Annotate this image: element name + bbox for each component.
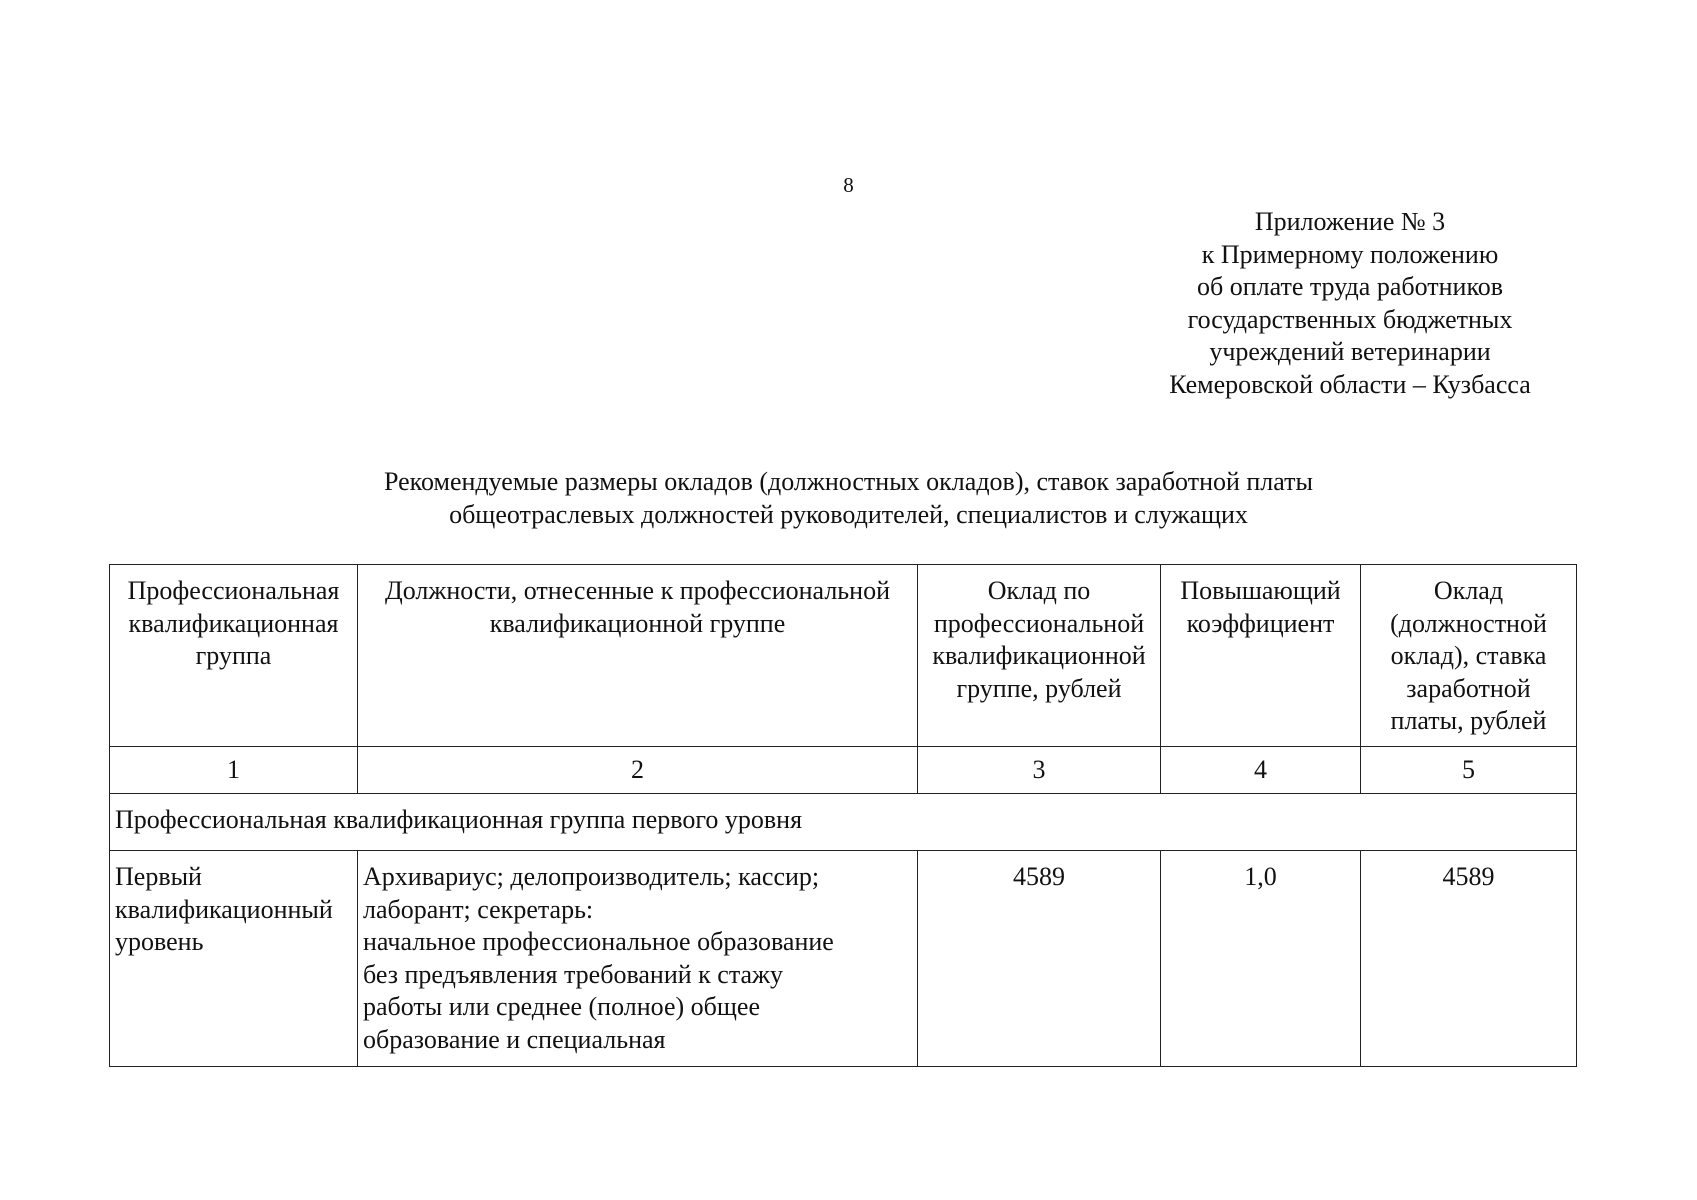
column-number: 2 xyxy=(358,747,918,794)
header-total-salary: Оклад (должностной оклад), ставка заработной платы, рублей xyxy=(1361,565,1577,747)
header-positions: Должности, отнесенные к профессиональной квалификационной группе xyxy=(358,565,918,747)
appendix-line: Кемеровской области – Кузбасса xyxy=(1169,369,1531,399)
header-qualification-group: Профессиональная квалификационная группа xyxy=(110,565,358,747)
column-number: 5 xyxy=(1361,747,1577,794)
qualification-level-cell: Первый квалификационный уровень xyxy=(110,851,358,1067)
positions-cell: Архивариус; делопроизводитель; кассир; лаборант; секретарь: начальное профессиональное образование без предъявления требований к стажу работы или среднее (полное) общее образование и специальная xyxy=(358,851,918,1067)
table-header-row xyxy=(110,565,1577,747)
table-row xyxy=(110,851,1577,1067)
column-number: 1 xyxy=(110,747,358,794)
appendix-line: Приложение № 3 xyxy=(1254,207,1446,236)
appendix-line: об оплате труда работников xyxy=(1196,272,1504,302)
title-line: общеотраслевых должностей руководителей, специалистов и служащих xyxy=(449,499,1248,529)
title-line: Рекомендуемые размеры окладов (должностных окладов), ставок заработной платы xyxy=(384,467,1313,496)
column-number-row xyxy=(110,747,1577,794)
header-salary: Оклад по профессиональной квалификационной группе, рублей xyxy=(918,565,1161,747)
appendix-line: государственных бюджетных xyxy=(1187,304,1513,334)
salary-cell: 4589 xyxy=(918,851,1161,1067)
column-number: 4 xyxy=(1161,747,1361,794)
column-number: 3 xyxy=(918,747,1161,794)
page-number: 8 xyxy=(843,173,854,197)
group-title: Профессиональная квалификационная группа первого уровня xyxy=(110,794,1577,851)
document-title xyxy=(0,466,1697,531)
appendix-line: к Примерному положению xyxy=(1201,239,1499,269)
header-coefficient: Повышающий коэффициент xyxy=(1161,565,1361,747)
salary-table xyxy=(109,564,1577,1067)
coefficient-cell: 1,0 xyxy=(1161,851,1361,1067)
group-title-row xyxy=(110,794,1577,851)
appendix-block xyxy=(1100,206,1600,402)
total-salary-cell: 4589 xyxy=(1361,851,1577,1067)
appendix-line: учреждений ветеринарии xyxy=(1209,337,1491,367)
